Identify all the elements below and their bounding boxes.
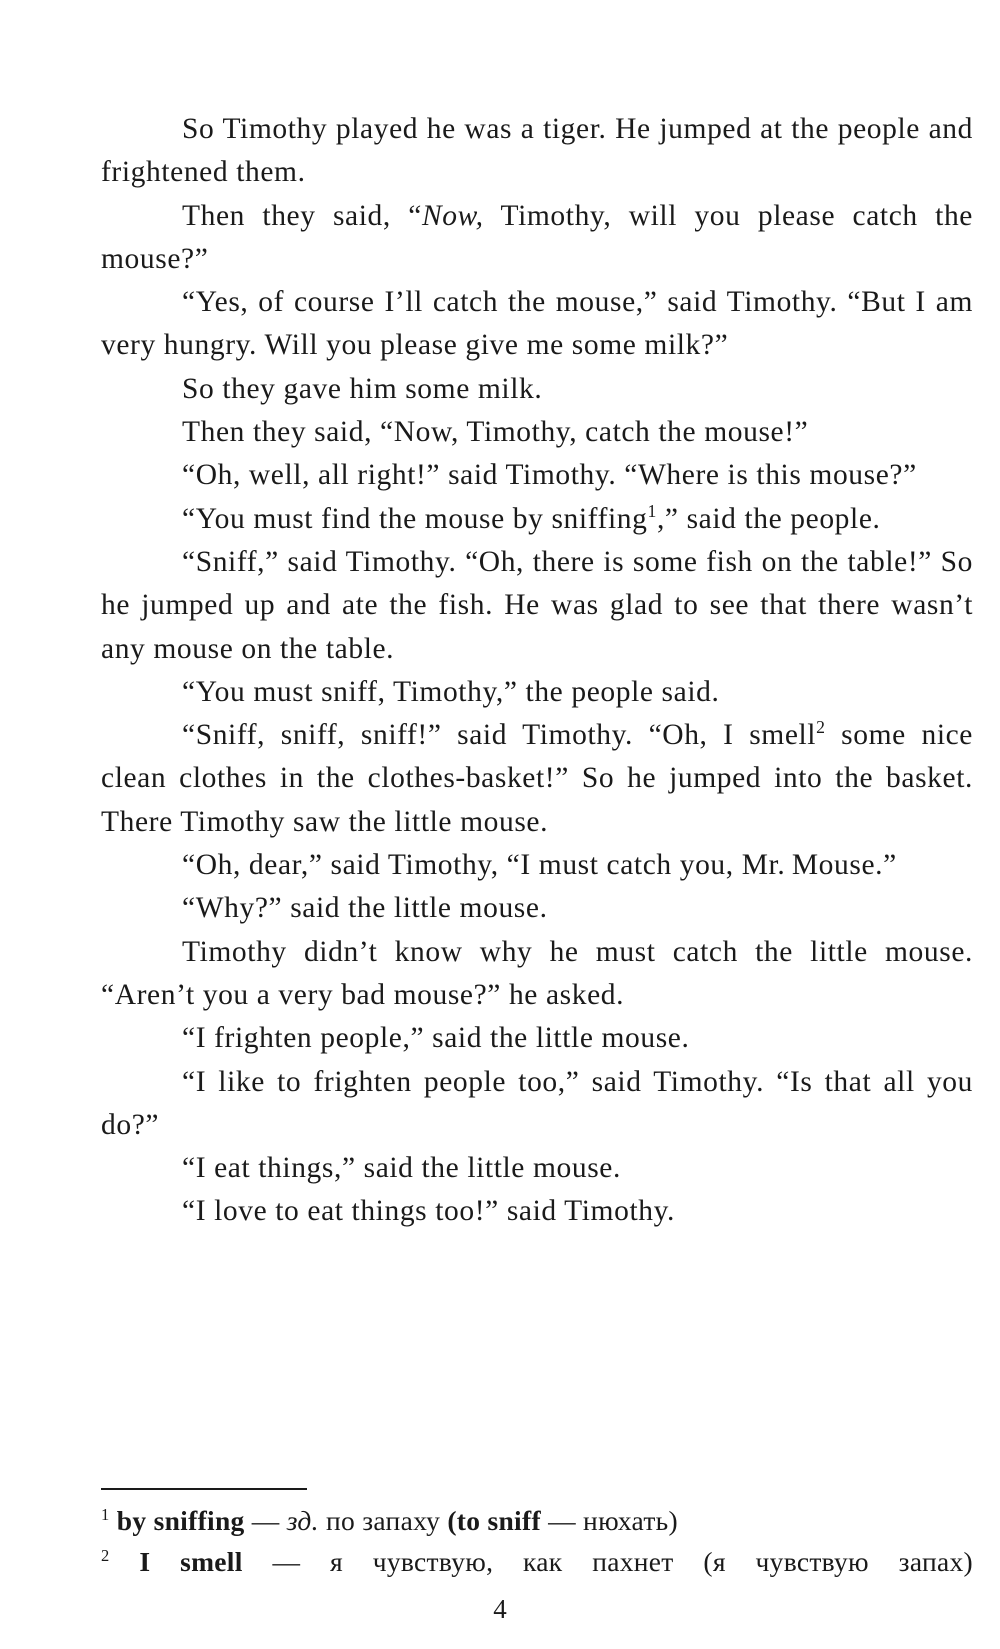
footnote-marker: 2 bbox=[101, 1545, 110, 1565]
footnote-1: $^1$ by sniffing — зд. по запаху (to sniff — нюхать) bbox=[101, 1504, 678, 1536]
paragraph: “Oh, well, all right!” said Timothy. “Where is this mouse?” bbox=[182, 459, 917, 492]
paragraph: “I like to frighten people too,” said Timothy. “Is that all you do?” bbox=[101, 1065, 973, 1141]
footnote-marker: 1 bbox=[101, 1504, 110, 1524]
emphasis: Now, bbox=[421, 199, 484, 232]
footnote-term: I smell bbox=[139, 1545, 243, 1577]
footnotes bbox=[101, 1501, 973, 1582]
footnote-ref: 1 bbox=[647, 500, 657, 521]
paragraph: Then they said, “Now, Timothy, will you please catch the mouse?” bbox=[101, 199, 973, 275]
paragraph: “Sniff, sniff, sniff!” said Timothy. “Oh, I smell$^2$ some nice clean clothes in the clothes-basket!” So he jumped into the basket. There Timothy saw the little mouse. bbox=[101, 717, 974, 838]
paragraph: “I eat things,” said the little mouse. bbox=[182, 1152, 621, 1185]
paragraph: “Sniff,” said Timothy. “Oh, there is some fish on the table!” So he jumped up and ate the fish. He was glad to see that there wasn’t any mouse on the table. bbox=[101, 545, 973, 665]
paragraph: Timothy didn’t know why he must catch the little mouse. “Aren’t you a very bad mouse?” he asked. bbox=[101, 935, 973, 1011]
paragraph: So Timothy played he was a tiger. He jumped at the people and frightened them. bbox=[101, 113, 973, 189]
footnote-term: by sniffing bbox=[116, 1505, 245, 1536]
paragraph: “I love to eat things too!” said Timothy. bbox=[182, 1195, 676, 1228]
paragraph: So they gave him some milk. bbox=[182, 372, 543, 405]
footnote-2: $^2$ I smell — я чувствую, как пахнет (я чувствую запах) bbox=[101, 1545, 973, 1577]
story-text bbox=[101, 108, 973, 1234]
footnote-divider bbox=[101, 1488, 307, 1490]
paragraph: “Why?” said the little mouse. bbox=[182, 892, 548, 925]
footnote-ref: 2 bbox=[816, 717, 826, 738]
paragraph: “Yes, of course I’ll catch the mouse,” said Timothy. “But I am very hungry. Will you please give me some milk?” bbox=[101, 286, 973, 362]
paragraph: “You must find the mouse by sniffing$^1$,” said the people. bbox=[182, 500, 881, 535]
paragraph: “You must sniff, Timothy,” the people said. bbox=[182, 675, 720, 708]
paragraph: Then they said, “Now, Timothy, catch the mouse!” bbox=[182, 416, 809, 449]
paragraph: “I frighten people,” said the little mouse. bbox=[182, 1022, 690, 1055]
footnote-abbr: зд. bbox=[286, 1505, 319, 1536]
page-number: 4 bbox=[493, 1594, 507, 1624]
paragraph: “Oh, dear,” said Timothy, “I must catch you, Mr. Mouse.” bbox=[182, 849, 897, 882]
footnote-extra-term: (to sniff bbox=[447, 1505, 541, 1536]
